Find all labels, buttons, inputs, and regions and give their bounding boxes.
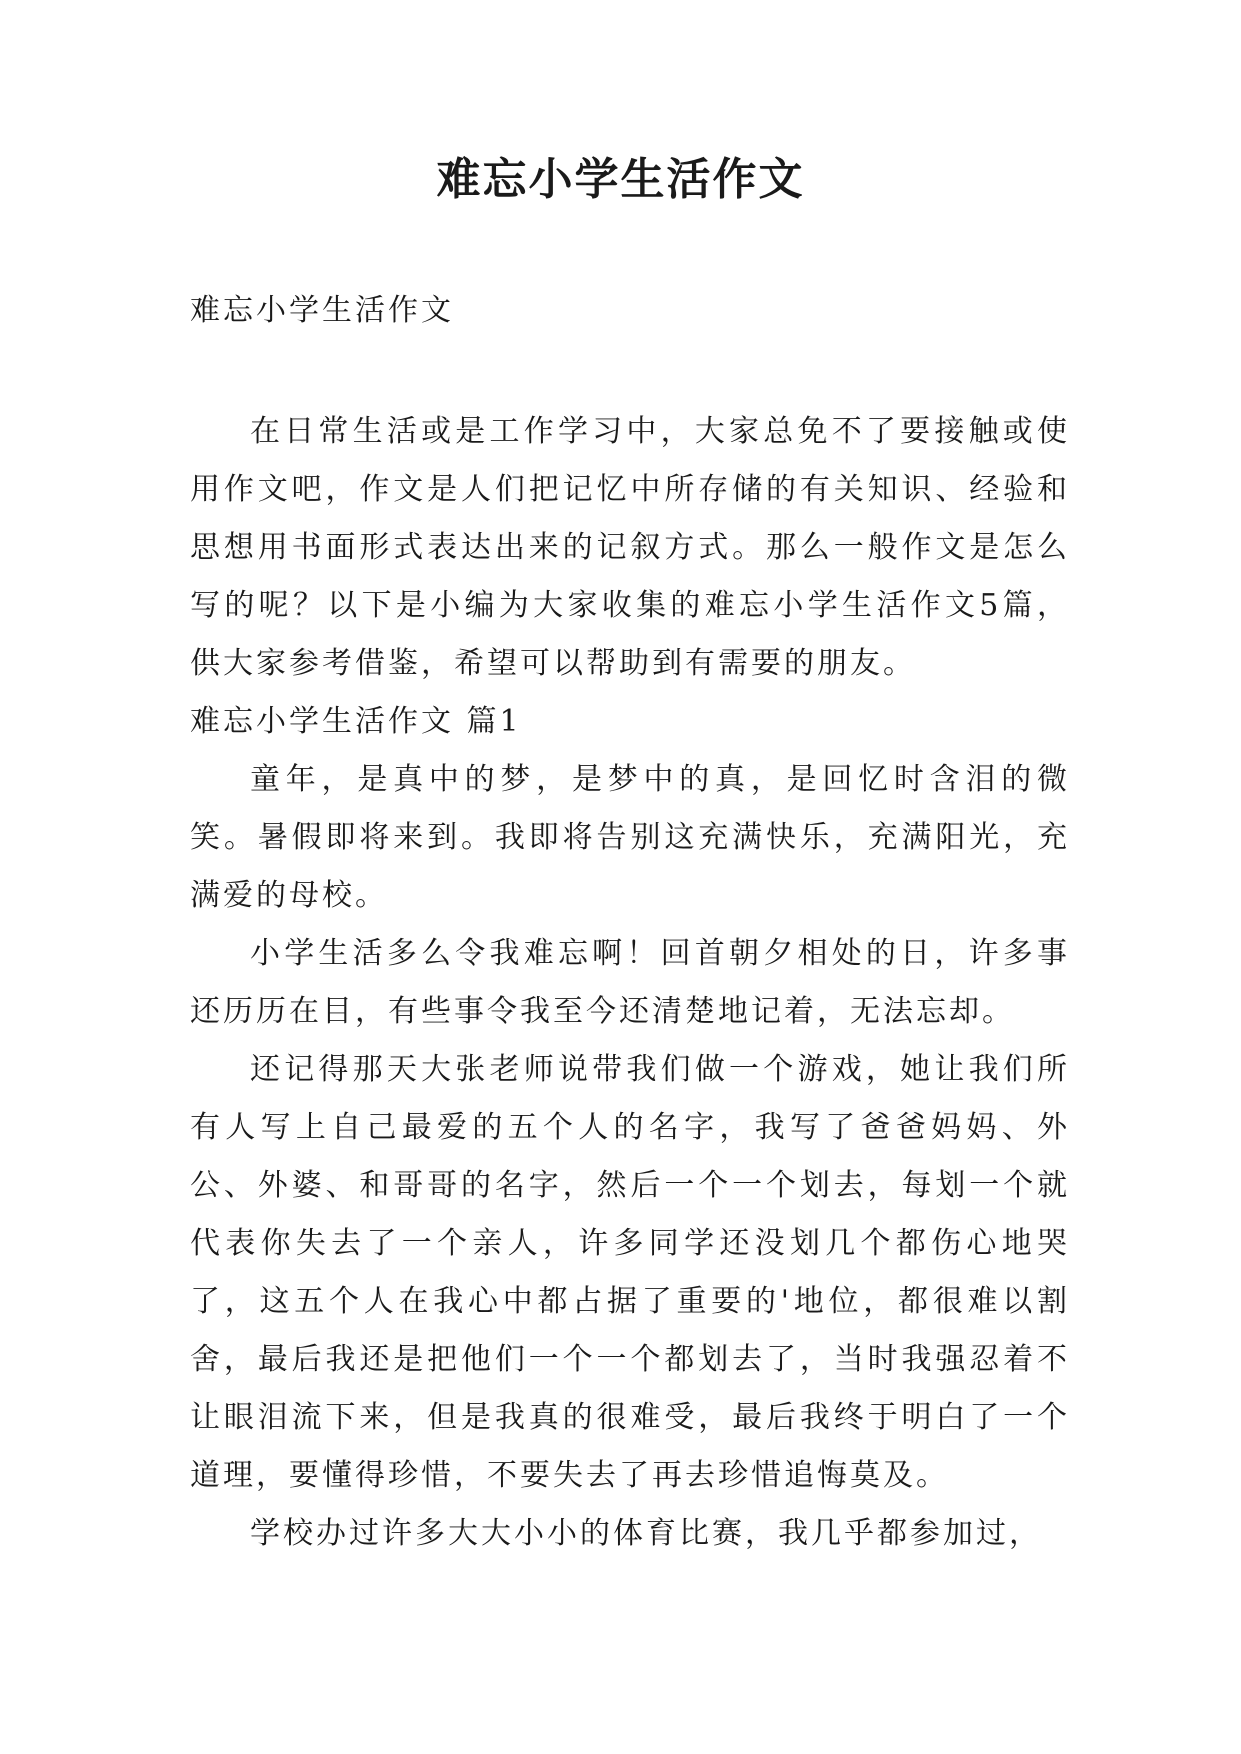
intro-paragraph: 在日常生活或是工作学习中，大家总免不了要接触或使用作文吧，作文是人们把记忆中所存储的有关知识、经验和思想用书面形式表达出来的记叙方式。那么一般作文是怎么写的呢？以下是小编为大家收集的难忘小学生活作文5篇，供大家参考借鉴，希望可以帮助到有需要的朋友。 [190,414,1070,681]
section-heading: 难忘小学生活作文 篇1 [190,704,522,739]
body-paragraph: 小学生活多么令我难忘啊！回首朝夕相处的日，许多事还历历在目，有些事令我至今还清楚地记着，无法忘却。 [190,936,1070,1029]
document-subtitle: 难忘小学生活作文 [190,293,454,328]
body-paragraph: 还记得那天大张老师说带我们做一个游戏，她让我们所有人写上自己最爱的五个人的名字，我写了爸爸妈妈、外公、外婆、和哥哥的名字，然后一个一个划去，每划一个就代表你失去了一个亲人，许多同学还没划几个都伤心地哭了，这五个人在我心中都占据了重要的'地位，都很难以割舍，最后我还是把他们一个一个都划去了，当时我强忍着不让眼泪流下来，但是我真的很难受，最后我终于明白了一个道理，要懂得珍惜，不要失去了再去珍惜追悔莫及。 [190,1052,1070,1493]
body-paragraph: 童年，是真中的梦，是梦中的真，是回忆时含泪的微笑。暑假即将来到。我即将告别这充满快乐，充满阳光，充满爱的母校。 [190,762,1070,913]
document-title: 难忘小学生活作文 [436,154,805,205]
body-paragraph: 学校办过许多大大小小的体育比赛，我几乎都参加过， [250,1516,1042,1551]
document-body [190,403,1070,1563]
